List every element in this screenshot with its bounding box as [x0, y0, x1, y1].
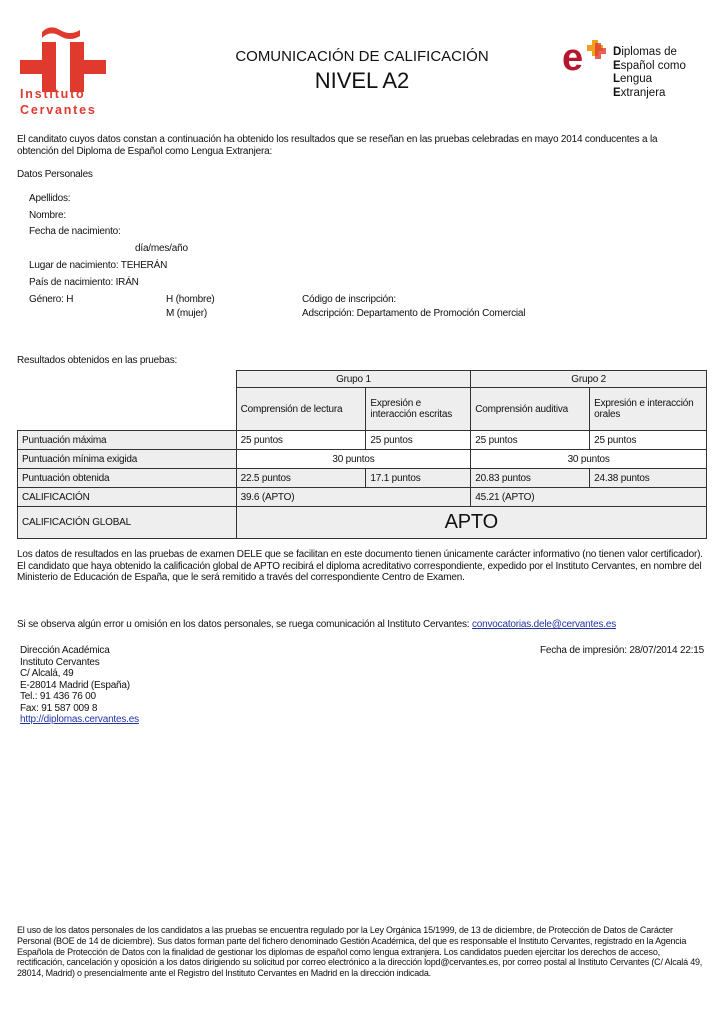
instituto-cervantes-wordmark: Instituto Cervantes: [20, 87, 97, 117]
col-header: Expresión e interacción escritas: [366, 388, 471, 431]
print-date: Fecha de impresión: 28/07/2014 22:15: [539, 645, 704, 656]
cell: 39.6 (APTO): [236, 488, 471, 507]
apellidos-label: Apellidos:: [29, 193, 71, 204]
birth-country: País de nacimiento: IRÁN: [29, 277, 139, 288]
table-row: [18, 507, 707, 539]
dele-wordmark: Diplomas de Español como Lengua Extranjera: [613, 46, 686, 99]
table-row: [18, 450, 707, 469]
info-note: Los datos de resultados en las pruebas de examen DELE que se facilitan en este documento tienen únicamente carácter informativo (no tienen valor certificador). El candidato que haya obtenido la calificación global de APTO recibirá el diploma acreditativo correspondiente, expedido por el Instituto Cervantes, en nombre del Ministerio de Educación de España, que le será remitido a través del correspondiente Centro de Examen.: [17, 549, 703, 583]
col-header: Comprensión de lectura: [236, 388, 366, 431]
results-table: [17, 370, 707, 539]
dele-logo-icon: [562, 38, 612, 74]
cell: 22.5 puntos: [236, 469, 366, 488]
cell: 24.38 puntos: [590, 469, 707, 488]
row-label: Puntuación mínima exigida: [18, 450, 237, 469]
email-link[interactable]: convocatorias.dele@cervantes.es: [471, 619, 617, 630]
birthdate-format: día/mes/año: [135, 243, 188, 254]
group2-header: Grupo 2: [471, 371, 707, 388]
adscription: Adscripción: Departamento de Promoción Comercial: [302, 308, 526, 319]
registration-code: Código de inscripción:: [302, 294, 396, 305]
legal-note: El uso de los datos personales de los candidatos a las pruebas se encuentra regulado por la Ley Orgánica 15/1999, de 13 de diciembre, de Protección de Datos de Carácter Personal (BOE de 14 de diciembre). Sus datos forman parte del fichero denominado Gestión Académica, del que es responsable el Instituto Cervantes, registrado en la Agencia Española de Protección de Datos con la finalidad de gestionar los diplomas de español como lengua extranjera. Los candidatos pueden ejercitar los derechos de acceso, rectificación, cancelación y oposición a los datos dirigiendo su solicitud por correo electrónico a la dirección lopd@cervantes.es, por correo postal al Instituto Cervantes (C/ Alcalá 49, 28014, Madrid) o presencialmente ante el Registro del Instituto Cervantes en Madrid en la dirección indicada.: [17, 925, 703, 979]
table-row: [18, 431, 707, 450]
cell: 25 puntos: [366, 431, 471, 450]
col-header: Comprensión auditiva: [471, 388, 590, 431]
gender: Género: H: [29, 294, 74, 305]
cell: 20.83 puntos: [471, 469, 590, 488]
cell: 45.21 (APTO): [471, 488, 707, 507]
nombre-label: Nombre:: [29, 210, 66, 221]
intro-text: El canditato cuyos datos constan a continuación ha obtenido los resultados que se reseñan en las pruebas celebradas en mayo 2014 conducentes a la obtención del Diploma de Español como Lengua Extranjera:: [17, 134, 658, 157]
cell: 25 puntos: [236, 431, 366, 450]
row-label: CALIFICACIÓN: [18, 488, 237, 507]
document-title: COMUNICACIÓN DE CALIFICACIÓN: [235, 48, 489, 65]
col-header: Expresión e interacción orales: [590, 388, 707, 431]
website-link[interactable]: http://diplomas.cervantes.es: [20, 714, 139, 725]
row-label: CALIFICACIÓN GLOBAL: [18, 507, 237, 539]
gender-m-legend: M (mujer): [166, 308, 207, 319]
cell: 25 puntos: [471, 431, 590, 450]
address-block: Dirección Académica Instituto Cervantes C/ Alcalá, 49 E-28014 Madrid (España) Tel.: 91 436 76 00 Fax: 91 587 009 8 http://diplomas.cervantes.es: [20, 645, 139, 725]
table-row: [18, 469, 707, 488]
personal-heading: Datos Personales: [17, 169, 93, 180]
table-row: [18, 488, 707, 507]
group1-header: Grupo 1: [236, 371, 471, 388]
level-title: NIVEL A2: [314, 68, 410, 93]
cell: 30 puntos: [236, 450, 471, 469]
birthplace: Lugar de nacimiento: TEHERÁN: [29, 260, 168, 271]
svg-text:e: e: [562, 38, 584, 74]
gender-h-legend: H (hombre): [166, 294, 215, 305]
results-heading: Resultados obtenidos en las pruebas:: [17, 355, 178, 366]
cell: 25 puntos: [590, 431, 707, 450]
birthdate-label: Fecha de nacimiento:: [29, 226, 121, 237]
error-note: Si se observa algún error u omisión en los datos personales, se ruega comunicación al Instituto Cervantes: convocatorias.dele@cervantes.es: [17, 619, 617, 630]
cell: 17.1 puntos: [366, 469, 471, 488]
row-label: Puntuación obtenida: [18, 469, 237, 488]
cell: 30 puntos: [471, 450, 707, 469]
row-label: Puntuación máxima: [18, 431, 237, 450]
global-grade: APTO: [236, 507, 706, 539]
